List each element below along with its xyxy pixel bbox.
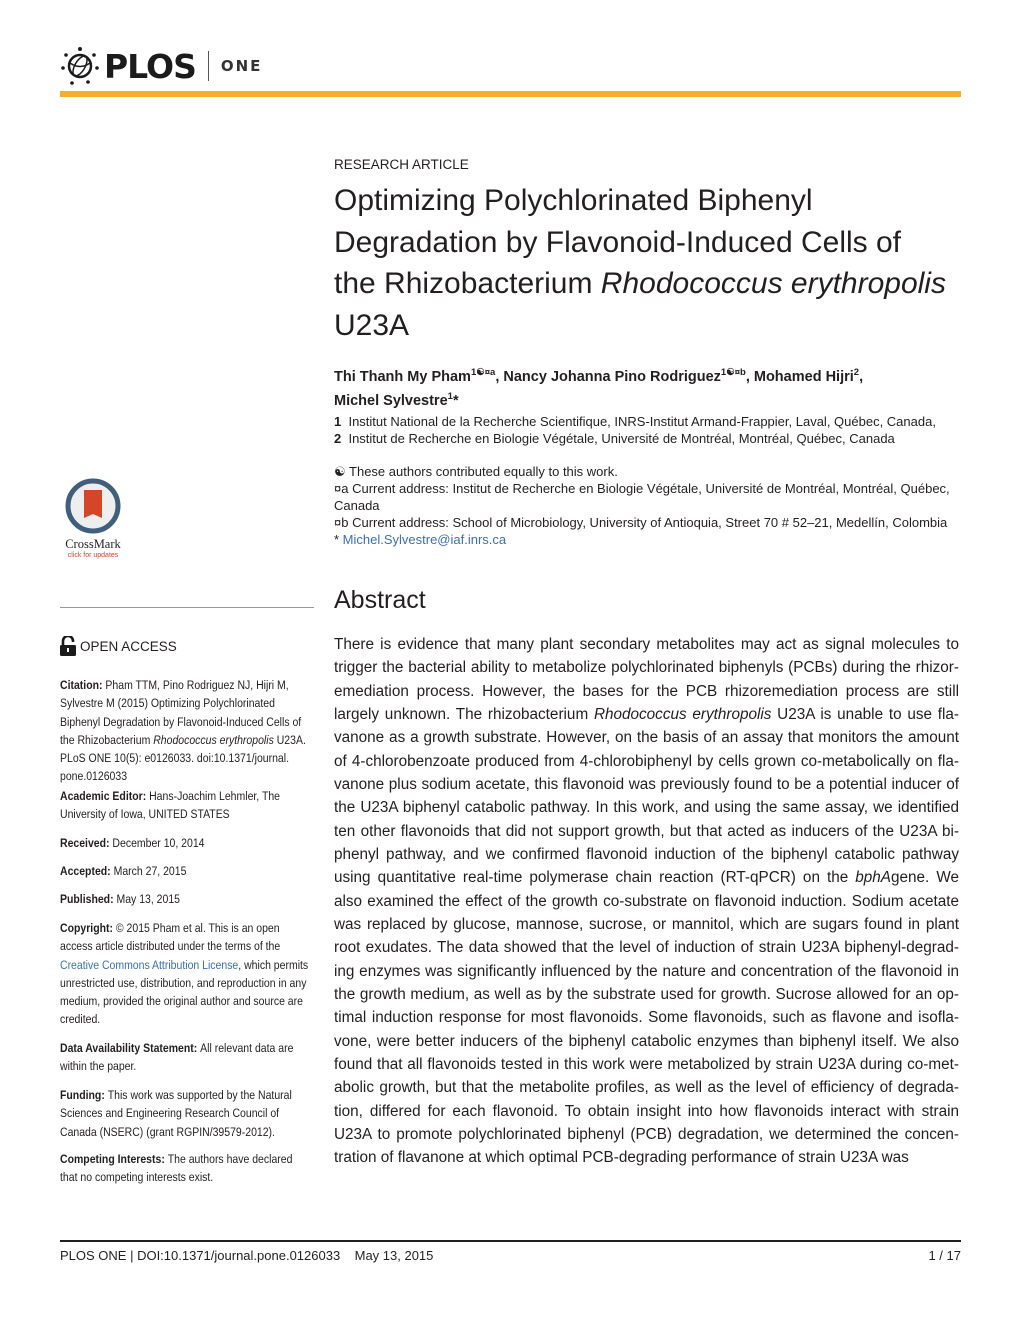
author-separator: , [859,368,864,385]
sidebar-block [60,862,330,880]
open-access-label: OPEN ACCESS [80,638,177,654]
text-segment: March 27, 2015 [113,864,187,878]
crossmark-badge[interactable] [60,478,126,559]
text-segment: Canada (NSERC) (grant RGPIN/39579-2012). [60,1124,275,1139]
sidebar-line [60,713,302,731]
sidebar-block [60,1150,330,1187]
abstract-body [334,633,959,1170]
text-segment: was replaced by glucose, mannose, sucrose, or mannitol, which are sugars found in plant [334,915,959,933]
email-link[interactable]: Michel.Sylvestre@iaf.inrs.ca [342,532,507,547]
author-name: Mohamed Hijri [753,368,854,385]
text-segment: U23A is unable to use fla- [771,705,959,723]
text-segment: vone, were better inducers of the biphenyl catabolic enzymes than biphenyl itself. We also [334,1032,959,1050]
text-segment: of 4-chlorobenzoate produced from 4-chlorobiphenyl by cells grown co-metabolically on fla- [334,752,959,770]
header-accent-bar [60,91,961,97]
title-species: Rhodococcus erythropolis [600,267,946,300]
plos-one-logo [60,44,262,88]
text-segment: medium, provided the original author and source are [60,994,303,1009]
author [334,390,459,409]
field-label: Citation: [60,678,106,692]
crossmark-icon [65,478,121,534]
sidebar-line [60,1168,292,1186]
author-affiliation-marks: 1☯¤b [720,367,746,378]
page-footer [60,1248,961,1263]
author-separator: , [495,368,504,385]
plos-globe-icon [60,46,100,86]
sidebar-line [60,767,292,785]
abstract-line [334,843,959,866]
current-address-b: ¤b Current address: School of Microbiology, University of Antioquia, Street 70 # 52–21, Medellín, Colombia [334,515,948,530]
field-label: Copyright: [60,921,116,935]
text-segment: Sylvestre M (2015) Optimizing Polychlorinated [60,696,275,711]
field-label: Funding: [60,1088,108,1102]
title-line [334,263,974,305]
abstract-line [334,960,959,983]
sidebar-line [60,1039,292,1057]
sidebar-block [60,676,330,786]
text-segment: vanone as a growth substrate. However, on the basis of an assay that monitors the amount [334,729,959,747]
current-address-a: ¤a Current address: Institut de Recherche en Biologie Végétale, Université de Montréal, Montréal, Québec, Canada [334,481,950,513]
text-segment: the growth medium, as well as by the substrate used for growth. Sucrose allowed for an op- [334,985,959,1003]
text-segment: Biphenyl Degradation by Flavonoid-Induced Cells of [60,714,302,729]
text-segment: within the paper. [60,1059,137,1074]
text-segment: December 10, 2014 [112,836,205,850]
affiliation-item: 2 Institut de Recherche en Biologie Végétale, Université de Montréal, Montréal, Québec, Canada [334,431,895,446]
text-segment: Rhodococcus erythropolis [593,705,772,723]
article-type: RESEARCH ARTICLE [334,157,469,172]
author-name: Thi Thanh My Pham [334,368,471,385]
text-segment: , which permits [238,957,309,972]
text-segment: trigger the bacterial ability to metabolize polychlorinated biphenyls (PCBs) during the rhizor- [334,659,959,677]
field-label: Academic Editor: [60,789,150,803]
sidebar-line [60,1057,292,1075]
sidebar-line [60,731,306,749]
sidebar-line [60,974,307,992]
text-segment: U23A to promote polychlorinated biphenyl (PCB) degradation, we determined the concen- [334,1125,959,1143]
text-segment: largely unknown. The rhizobacterium [334,705,594,723]
author-affiliation-marks: 1☯¤a [470,367,496,378]
text-segment: Rhodococcus erythropolis [153,732,274,747]
crossmark-sub: click for updates [67,552,119,559]
article-title [334,180,974,346]
sidebar-block [60,1039,330,1076]
affiliation-item: 1 Institut National de la Recherche Scientifique, INRS-Institut Armand-Frappier, Laval, Québec, Canada, [334,414,936,429]
abstract-line [334,1100,959,1123]
field-label: Data Availability Statement: [60,1041,201,1055]
text-segment: Sciences and Engineering Research Council of [60,1106,280,1121]
text-segment: abolic growth, but that the metabolite profiles, as well as the level of efficiency of degrada- [334,1079,959,1097]
sidebar-block [60,919,330,1029]
abstract-line [334,680,959,703]
equal-contribution-note: ☯ These authors contributed equally to this work. [334,464,618,479]
sidebar-line [60,1010,292,1028]
abstract-line [334,936,959,959]
page-number: 1 / 17 [928,1248,961,1263]
author-affiliation-marks: 1 [447,390,453,402]
text-segment: pone.0126033 [60,769,128,784]
abstract-heading: Abstract [334,586,426,614]
sidebar-line [60,749,292,767]
sidebar-line [60,1150,292,1168]
text-segment: using quantitative real-time polymerase chain reaction (RT-qPCR) on the [334,869,856,887]
text-segment: root exudates. The data showed that the level of induction of strain U23A biphenyl-degrad- [334,939,959,957]
text-segment: tration of flavanone at which optimal PCB-degrading performance of strain U23A was [334,1149,909,1167]
text-segment: credited. [60,1012,101,1027]
abstract-line [334,1076,959,1099]
text-segment: access article distributed under the terms of the [60,939,281,954]
author-notes [334,463,974,548]
text-segment: ing enzymes was significantly influenced by the nature and concentration of the flavonoid in [334,962,959,980]
abstract-line [334,773,959,796]
abstract-line [334,656,959,679]
text-segment: that no competing interests exist. [60,1170,214,1185]
text-segment: The authors have declared [167,1152,293,1166]
abstract-line [334,890,959,913]
sidebar-line [60,805,292,823]
author [754,369,863,385]
sidebar-line [60,937,292,955]
sidebar-line [60,1086,292,1104]
abstract-line [334,820,959,843]
abstract-line [334,866,959,889]
text-segment: ten other flavonoids that did not support growth, but that acted as inducers of the U23A bi- [334,822,959,840]
abstract-line [334,726,959,749]
field-label: Received: [60,836,113,850]
sidebar-line [60,694,292,712]
sidebar-block [60,890,330,908]
sidebar-line [60,787,292,805]
sidebar-line [60,919,292,937]
abstract-line [334,1123,959,1146]
text-segment: Pham TTM, Pino Rodriguez NJ, Hijri M, [105,678,289,692]
text-segment: the U23A biphenyl catabolic pathway. In this work, and using the same assay, we identified [334,799,959,817]
abstract-line [334,1053,959,1076]
text-segment: vanone plus sodium acetate, this flavonoid was previously found to be a potential inducer of [334,775,959,793]
sidebar-line [60,956,309,974]
abstract-line [334,913,959,936]
text-segment: gene. We [891,869,959,887]
author-name: Nancy Johanna Pino Rodriguez [503,368,721,385]
abstract-line [334,633,959,656]
sidebar-divider [60,607,314,608]
sidebar-line [60,834,292,852]
open-access-badge [60,636,177,656]
author [503,369,753,385]
field-label: Published: [60,892,117,906]
text-segment: All relevant data are [200,1041,294,1055]
text-segment: PLoS ONE 10(5): e0126033. doi:10.1371/journal. [60,751,290,766]
footer-citation: PLOS ONE | DOI:10.1371/journal.pone.0126033 May 13, 2015 [60,1248,434,1263]
sidebar-block [60,1086,330,1141]
sidebar-line [60,992,303,1010]
field-label: Competing Interests: [60,1152,168,1166]
author-name: Michel Sylvestre [334,392,448,409]
text-segment: Hans-Joachim Lehmler, The [149,789,281,803]
affiliations [334,413,974,447]
title-line: Degradation by Flavonoid-Induced Cells of [334,225,901,259]
unlocked-padlock-icon [60,636,76,656]
text-segment: This work was supported by the Natural [107,1088,292,1102]
crossmark-label: CrossMark [65,537,121,551]
text-segment: emediation process. However, the bases for the PCB rhizoremediation process are still [334,682,959,700]
text-segment: unrestricted use, distribution, and reproduction in any [60,975,307,990]
corresponding-author: * Michel.Sylvestre@iaf.inrs.ca [334,532,507,547]
logo-divider [208,51,209,81]
abstract-line [334,1006,959,1029]
title-text: the Rhizobacterium [334,267,601,300]
sidebar-line [60,890,292,908]
logo-journal: ONE [220,57,263,75]
text-segment: the Rhizobacterium [60,732,154,747]
text-segment: tion, differed for each flavonoid. To obtain insight into how flavonoids interact with strain [334,1102,959,1120]
title-line: Optimizing Polychlorinated Biphenyl [334,184,813,217]
sidebar-line [60,862,292,880]
author [334,369,503,385]
sidebar-line [60,1123,292,1141]
author-separator: * [452,392,459,409]
title-line: U23A [334,308,410,342]
abstract-line [334,750,959,773]
sidebar-block [60,787,330,824]
sidebar-line [60,1104,292,1122]
logo-plos: PLOS [104,46,196,86]
text-segment: also examined the effect of the growth co-substrate on flavonoid induction. Sodium acetate [334,892,959,910]
text-segment: bphA [855,869,892,887]
text-segment: There is evidence that many plant secondary metabolites may act as signal molecules to [334,636,959,653]
sidebar-line [60,676,292,694]
field-label: Accepted: [60,864,114,878]
sidebar-block [60,834,330,852]
text-segment: timal induction response for most flavonoids. Some flavonoids, such as flavone and isofla- [334,1009,959,1027]
text-segment: U23A. [273,732,306,747]
abstract-line [334,1146,959,1169]
abstract-line [334,796,959,819]
text-segment: phenyl pathway, and we confirmed flavonoid induction of the biphenyl catabolic pathway [334,845,959,863]
author-separator: , [745,368,754,385]
text-segment: © 2015 Pham et al. This is an open [115,921,280,935]
author-list [334,363,954,411]
text-segment: May 13, 2015 [116,892,181,906]
author-affiliation-marks: 2 [853,367,860,378]
abstract-line [334,703,959,726]
footer-rule [60,1240,961,1242]
abstract-line [334,983,959,1006]
text-segment: found that all flavonoids tested in this work were metabolized by strain U23A during co-met- [334,1055,959,1073]
abstract-line [334,1030,959,1053]
license-link[interactable]: Creative Commons Attribution License [60,957,239,972]
text-segment: University of Iowa, UNITED STATES [60,807,230,822]
